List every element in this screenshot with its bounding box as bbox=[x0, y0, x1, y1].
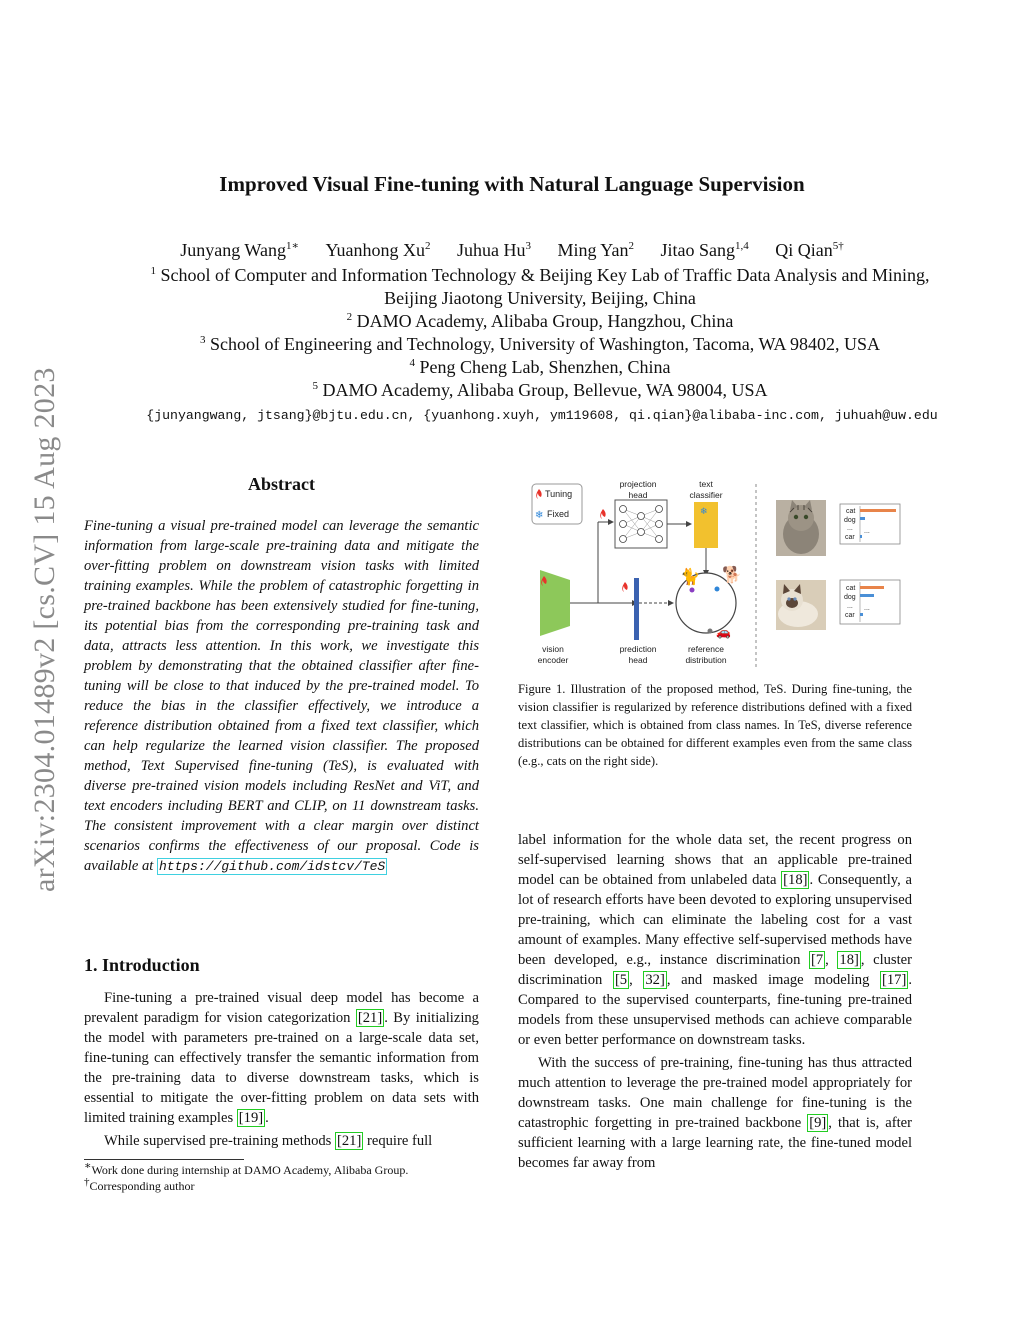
affiliation-mark: 2 bbox=[346, 311, 353, 323]
author bbox=[457, 240, 531, 260]
vision-encoder-label: vision bbox=[542, 644, 564, 654]
affiliation-line bbox=[0, 333, 1024, 356]
footnote-text: Work done during internship at DAMO Academy, Alibaba Group. bbox=[91, 1163, 409, 1177]
paper-title: Improved Visual Fine-tuning with Natural Language Supervision bbox=[219, 172, 805, 196]
citation-link[interactable]: 32] bbox=[645, 972, 665, 988]
author-name: Jitao Sang bbox=[660, 240, 735, 260]
paragraph bbox=[84, 1131, 479, 1151]
snowflake-icon: ❄ bbox=[535, 510, 544, 521]
paragraph-text: , bbox=[629, 972, 644, 988]
citation-link[interactable]: [5 bbox=[614, 972, 628, 988]
author-mark: 2 bbox=[628, 240, 634, 252]
bar-label: ... bbox=[847, 603, 853, 610]
bar-label: dog bbox=[844, 517, 856, 524]
citation-link[interactable]: [21] bbox=[357, 1010, 383, 1026]
arxiv-watermark: arXiv:2304.01489v2 [cs.CV] 15 Aug 2023 bbox=[28, 367, 61, 892]
affiliation-text: School of Computer and Information Technology & Beijing Key Lab of Traffic Data Analysis and Mining, bbox=[160, 265, 930, 285]
arrow-head bbox=[686, 521, 692, 527]
bar-label: dog bbox=[844, 594, 856, 601]
paragraph-text: With the success of pre-training, fine-tuning has thus attracted much attention to leverage the pre-trained model appropriately for downstream tasks. One main challenge for fine-tuning is the catastrophic forgetting in pre-trained backbone bbox=[518, 1055, 912, 1131]
citation-link[interactable]: [21] bbox=[337, 1133, 362, 1149]
section-heading-introduction: 1. Introduction bbox=[84, 955, 200, 975]
intro-left-column bbox=[84, 988, 479, 1151]
paragraph-text: , bbox=[825, 952, 838, 968]
bar-label: ... bbox=[847, 525, 853, 532]
affiliation-line bbox=[0, 310, 1024, 333]
bar-car bbox=[860, 613, 863, 616]
citation-link[interactable]: [19] bbox=[238, 1110, 264, 1126]
author-name: Ming Yan bbox=[557, 240, 629, 260]
prediction-head-label: head bbox=[628, 655, 648, 665]
affiliation-text: Peng Cheng Lab, Shenzhen, China bbox=[419, 357, 671, 377]
snowflake-icon: ❄ bbox=[700, 506, 708, 516]
cat-icon: 🐈 bbox=[680, 569, 700, 586]
footnotes bbox=[84, 1162, 408, 1194]
bar-cat bbox=[860, 586, 884, 589]
affiliation-line bbox=[0, 356, 1024, 379]
affiliation-text: DAMO Academy, Alibaba Group, Hangzhou, China bbox=[356, 311, 734, 331]
citation-link[interactable]: [7 bbox=[810, 952, 824, 968]
car-icon: 🚗 bbox=[716, 625, 731, 639]
bar-label: car bbox=[845, 612, 855, 619]
footnote-mark: † bbox=[84, 1176, 90, 1188]
paragraph-text: . Consequently, a lot of research efforts have been devoted to exploring unsupervised pre-training, which can eliminate the labeling cost for a vast amount of examples. Many effective self-supervised methods have been developed, e.g., instance discrimination bbox=[518, 872, 912, 968]
paragraph bbox=[518, 830, 912, 1050]
author-mark: 5† bbox=[832, 240, 844, 252]
affiliation-text: Beijing Jiaotong University, Beijing, China bbox=[384, 288, 696, 308]
affiliation-line bbox=[0, 287, 1024, 310]
footnote bbox=[84, 1162, 408, 1178]
paragraph-text: , cluster discrimination bbox=[518, 952, 912, 988]
citation-link[interactable]: 18] bbox=[839, 952, 859, 968]
vision-encoder-label: encoder bbox=[537, 655, 569, 665]
bar-cat bbox=[860, 509, 896, 512]
cat-photo bbox=[776, 500, 826, 556]
author-name: Yuanhong Xu bbox=[325, 240, 425, 260]
author-mark: 1∗ bbox=[285, 240, 299, 252]
affiliation-line bbox=[0, 379, 1024, 402]
abstract-body bbox=[84, 516, 479, 877]
author bbox=[180, 240, 299, 260]
author-mark: 2 bbox=[424, 240, 431, 252]
cat-photo bbox=[776, 580, 826, 630]
author bbox=[557, 240, 634, 260]
paragraph-text: , that is, after sufficient learning with a large learning rate, the fine-tuned model becomes far away from bbox=[518, 1115, 913, 1171]
citation-link[interactable]: [9] bbox=[809, 1115, 827, 1131]
paragraph-text: label information for the whole data set, the recent progress on self-supervised learning shows that an applicable pre-trained model can be obtained from unlabeled data bbox=[518, 832, 912, 888]
cat-point bbox=[690, 588, 695, 593]
dog-icon: 🐕 bbox=[722, 567, 742, 584]
flame-icon bbox=[600, 509, 605, 519]
affiliation-text: School of Engineering and Technology, University of Washington, Tacoma, WA 98402, USA bbox=[210, 334, 880, 354]
prediction-head-label: prediction bbox=[619, 644, 657, 654]
paragraph-text: , and masked image modeling bbox=[666, 972, 881, 988]
affiliation-line bbox=[0, 264, 1024, 287]
paragraph-text: . Compared to the supervised counterparts, fine-tuning pre-trained models from these unsupervised methods can achieve comparable or even better performance on downstream tasks. bbox=[518, 972, 912, 1048]
reference-distribution-label: reference bbox=[688, 644, 724, 654]
author bbox=[325, 240, 430, 260]
legend-fixed: Fixed bbox=[547, 509, 570, 519]
author-emails: {junyangwang, jtsang}@bjtu.edu.cn, {yuanhong.xuyh, ym119608, qi.qian}@alibaba-inc.com, juhuah@uw.edu bbox=[146, 408, 938, 423]
bar-label: car bbox=[845, 534, 855, 541]
affiliation-mark: 5 bbox=[312, 380, 319, 392]
bar-ellipsis: ... bbox=[864, 528, 870, 535]
author-name: Junyang Wang bbox=[180, 240, 286, 260]
code-link[interactable]: https://github.com/idstcv/TeS bbox=[158, 859, 386, 874]
footnote-rule bbox=[84, 1159, 244, 1160]
intro-right-column bbox=[518, 830, 912, 1173]
text-classifier-label: text bbox=[699, 479, 713, 489]
figure-1 bbox=[528, 476, 914, 672]
bar-label: cat bbox=[846, 508, 856, 515]
text-classifier-label: classifier bbox=[689, 490, 723, 500]
affiliation-mark: 3 bbox=[200, 334, 206, 346]
paragraph bbox=[84, 988, 479, 1128]
author-mark: 1,4 bbox=[734, 240, 749, 252]
car-point bbox=[708, 629, 713, 634]
paragraph-text: . bbox=[265, 1110, 269, 1126]
figure-caption: Figure 1. Illustration of the proposed method, TeS. During fine-tuning, the vision classifier is regularized by reference distributions defined with a fixed text classifier, which is obtained from class names. In TeS, diverse reference distributions can be obtained for different examples even from the same class (e.g., cats on the right side). bbox=[518, 682, 912, 768]
bar-label: cat bbox=[846, 585, 856, 592]
arrow-head bbox=[668, 600, 674, 606]
affiliation-text: DAMO Academy, Alibaba Group, Bellevue, WA 98004, USA bbox=[322, 380, 768, 400]
projection-head-label: head bbox=[628, 490, 648, 500]
bar-car bbox=[860, 535, 862, 538]
citation-link[interactable]: [18] bbox=[783, 872, 808, 888]
arrow-head bbox=[608, 519, 614, 525]
projection-head-label: projection bbox=[619, 479, 657, 489]
bar-dog bbox=[860, 594, 874, 597]
affiliation-mark: 1 bbox=[150, 265, 157, 277]
bar-dog bbox=[860, 517, 865, 520]
dog-point bbox=[715, 587, 720, 592]
author-name: Juhua Hu bbox=[456, 240, 526, 260]
paragraph bbox=[518, 1053, 912, 1173]
footnote-text: Corresponding author bbox=[89, 1179, 195, 1193]
prediction-head-shape bbox=[634, 578, 639, 640]
legend-tuning: Tuning bbox=[545, 489, 573, 499]
affiliation-mark: 4 bbox=[409, 357, 416, 369]
author-mark: 3 bbox=[525, 240, 531, 252]
paragraph-text: Fine-tuning a pre-trained visual deep model has become a prevalent paradigm for vision categorization bbox=[84, 990, 479, 1026]
abstract-text: Fine-tuning a visual pre-trained model can leverage the semantic information from large-scale pre-training data and mitigate the over-fitting problem on downstream vision tasks with limited training examples. While the problem of catastrophic forgetting in pre-trained backbone has been extensively studied for fine-tuning, its potential bias from the corresponding pre-training task and data, attracts less attention. In this work, we investigate this problem by demonstrating that the obtained classifier after fine-tuning will be close to that induced by the pre-trained model. To reduce the bias in the classifier effectively, we introduce a reference distribution obtained from a fixed text classifier, which can help regularize the learned vision classifier. The proposed method, Text Supervised fine-tuning (TeS), is evaluated with diverse pre-trained vision models including ResNet and ViT, and text encoders including BERT and CLIP, on 11 downstream tasks. The consistent improvement with a clear margin over distinct scenarios confirms the effectiveness of our proposal. Code is available at bbox=[84, 518, 479, 874]
footnote bbox=[84, 1178, 408, 1194]
author-name: Qi Qian bbox=[775, 240, 833, 260]
author bbox=[775, 240, 844, 260]
citation-link[interactable]: [17] bbox=[882, 972, 907, 988]
bar-ellipsis: ... bbox=[864, 605, 870, 612]
flame-icon bbox=[622, 582, 627, 592]
footnote-mark: ∗ bbox=[84, 1160, 92, 1172]
abstract-heading: Abstract bbox=[248, 474, 315, 494]
author-list bbox=[0, 240, 1024, 261]
paragraph-text: require full bbox=[363, 1133, 433, 1149]
author bbox=[660, 240, 748, 260]
paragraph-text: While supervised pre-training methods bbox=[104, 1133, 336, 1149]
paragraph-text: . By initializing the model with parameters pre-trained on a large-scale data set, fine-tuning can effectively transfer the semantic information from the pre-training data to diverse downstream tasks, which is essential to mitigate the over-fitting problem on data sets with limited training examples bbox=[84, 1010, 479, 1126]
reference-distribution-label: distribution bbox=[685, 655, 727, 665]
